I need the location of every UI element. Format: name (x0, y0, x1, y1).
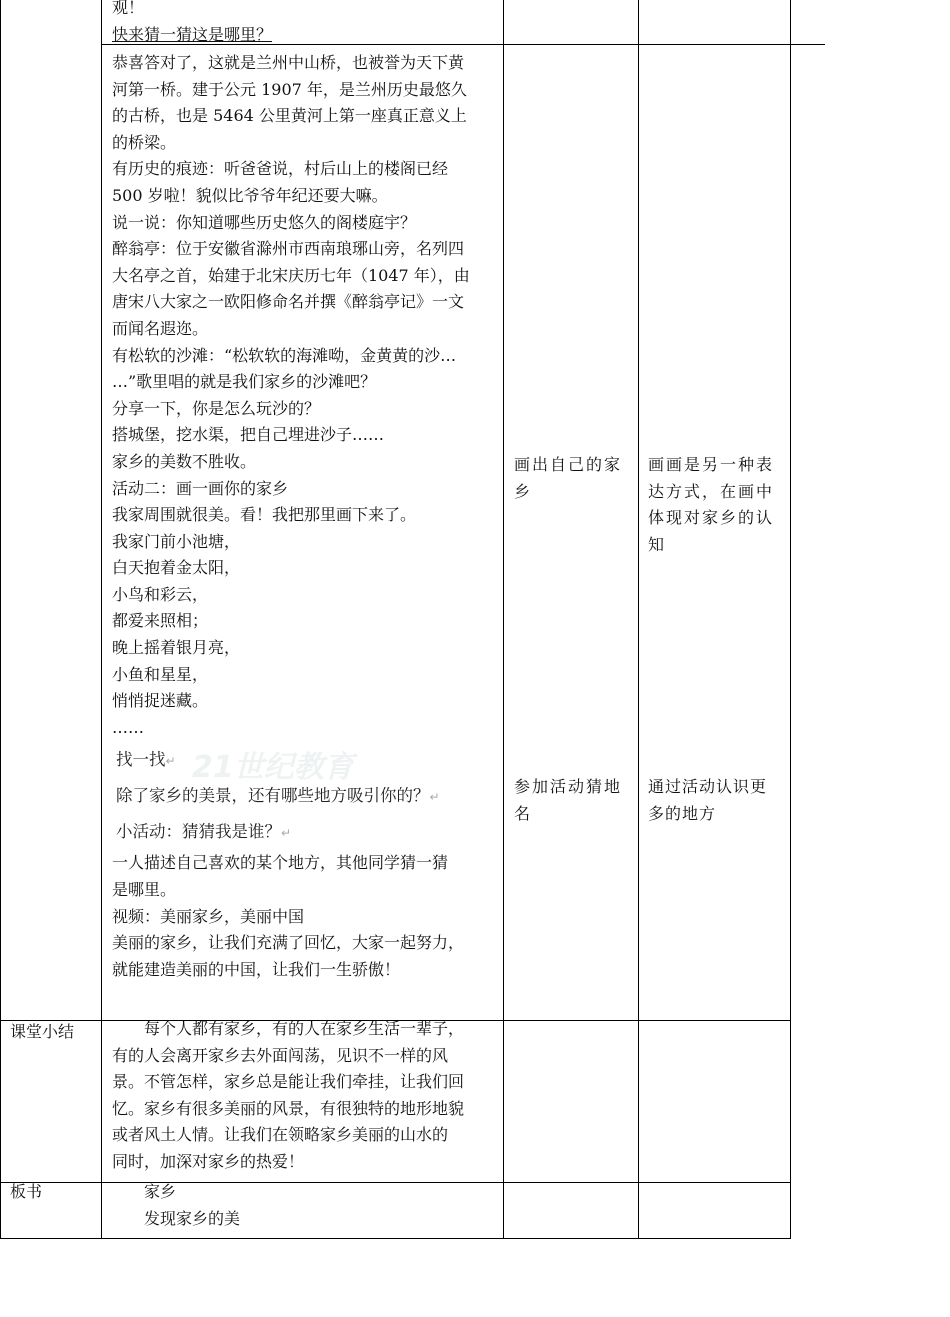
content-line: 有历史的痕迹：听爸爸说，村后山上的楼阁已经 (112, 159, 449, 179)
content-line: 就能建造美丽的中国，让我们一生骄傲！ (112, 959, 401, 979)
intent-line: 画画是另一种表 (648, 455, 775, 474)
content-line: 醉翁亭：位于安徽省滁州市西南琅琊山旁，名列四 (112, 239, 465, 259)
content-line: 的桥梁。 (112, 132, 177, 152)
table-border-right (790, 0, 791, 1239)
content-line: 美丽的家乡，让我们充满了回忆，大家一起努力， (112, 933, 465, 953)
watermark-logo: 21世纪教育 (192, 750, 354, 786)
table-border-left (0, 0, 1, 1239)
content-line: …”歌里唱的就是我们家乡的沙滩吧？ (112, 372, 377, 392)
row-label: 板书 (10, 1182, 43, 1201)
column-divider-2 (503, 0, 504, 1239)
activity-line: 名 (514, 803, 533, 823)
activity-line: 参加活动猜地 (514, 777, 623, 796)
design-intent-guess (648, 774, 788, 827)
teaching-content (112, 50, 497, 983)
content-line: 大名亭之首，始建于北宋庆历七年（1047 年），由 (112, 265, 470, 285)
board-line: 发现家乡的美 (112, 1208, 241, 1228)
summary-label (10, 1019, 74, 1046)
activity-line: 乡 (514, 481, 533, 501)
intent-line: 知 (648, 534, 667, 554)
board-label (10, 1179, 42, 1206)
content-line: 河第一桥。建于公元 1907 年，是兰州历史最悠久 (112, 79, 467, 99)
content-line: 500 岁啦！貌似比爷爷年纪还要大嘛。 (112, 185, 388, 205)
content-line: 的古桥，也是 5464 公里黄河上第一座真正意义上 (112, 106, 467, 126)
content-line: 活动二：画一画你的家乡 (112, 478, 289, 498)
summary-line: 或者风土人情。让我们在领略家乡美丽的山水的 (112, 1125, 449, 1145)
content-line: 家乡的美数不胜收。 (112, 451, 257, 471)
board-content (112, 1179, 497, 1232)
intent-line: 通过活动认识更 (648, 777, 768, 796)
table-border-bottom (0, 1238, 791, 1239)
content-line: 是哪里。 (112, 880, 177, 900)
summary-line: 有的人会离开家乡去外面闯荡，见识不一样的风 (112, 1045, 449, 1065)
design-intent-draw (648, 452, 788, 558)
content-line: 我家门前小池塘， (112, 531, 241, 551)
column-divider-3 (638, 0, 639, 1239)
content-line: 小鸟和彩云， (112, 584, 209, 604)
student-activity-guess (514, 774, 634, 827)
content-line: 晚上摇着银月亮， (112, 638, 241, 658)
content-line: 我家周围就很美。看！我把那里画下来了。 (112, 505, 417, 525)
activity-line: 画出自己的家 (514, 455, 623, 474)
student-activity-draw (514, 452, 634, 505)
board-line: 家乡 (112, 1182, 177, 1201)
column-divider-1 (101, 0, 102, 1239)
content-line: 一人描述自己喜欢的某个地方，其他同学猜一猜 (112, 853, 449, 873)
content-line: 快来猜一猜这是哪里？ (112, 24, 273, 44)
content-line: 恭喜答对了，这就是兰州中山桥，也被誉为天下黄 (112, 53, 465, 72)
screenshot-activity: 小活动：猜猜我是谁？↵ (116, 822, 292, 842)
content-line: 有松软的沙滩：“松软软的海滩呦，金黄黄的沙… (112, 345, 457, 365)
row-label: 课堂小结 (10, 1022, 75, 1041)
screenshot-question: 除了家乡的美景，还有哪些地方吸引你的？↵ (116, 786, 440, 806)
content-line: 白天抱着金太阳， (112, 558, 241, 578)
intent-line: 体现对家乡的认 (648, 508, 775, 527)
content-line: 说一说：你知道哪些历史悠久的阁楼庭宇？ (112, 212, 417, 232)
intent-line: 多的地方 (648, 803, 717, 823)
summary-line: 每个人都有家乡，有的人在家乡生活一辈子， (112, 1019, 465, 1038)
content-line: 观！ (112, 0, 145, 17)
content-line: 悄悄捉迷藏。 (112, 691, 209, 711)
content-line: 而闻名遐迩。 (112, 318, 209, 338)
summary-line: 忆。家乡有很多美丽的风景，有很独特的地形地貌 (112, 1098, 465, 1118)
content-line: …… (112, 717, 144, 737)
content-line: 搭城堡，挖水渠，把自己埋进沙子…… (112, 425, 385, 445)
summary-line: 景。不管怎样，家乡总是能让我们牵挂，让我们回 (112, 1072, 465, 1092)
intent-line: 达方式，在画中 (648, 481, 775, 501)
content-line: 都爱来照相； (112, 611, 209, 631)
content-line: 小鱼和星星， (112, 664, 209, 684)
summary-content (112, 1016, 497, 1176)
content-line: 视频：美丽家乡，美丽中国 (112, 906, 305, 926)
summary-line: 同时，加深对家乡的热爱！ (112, 1151, 305, 1171)
content-line: 分享一下，你是怎么玩沙的？ (112, 398, 321, 418)
screenshot-heading: 找一找↵ (116, 750, 176, 770)
embedded-screenshot (112, 745, 496, 848)
content-line: 唐宋八大家之一欧阳修命名并撰《醉翁亭记》一文 (112, 292, 465, 312)
teaching-content-top (112, 0, 497, 48)
